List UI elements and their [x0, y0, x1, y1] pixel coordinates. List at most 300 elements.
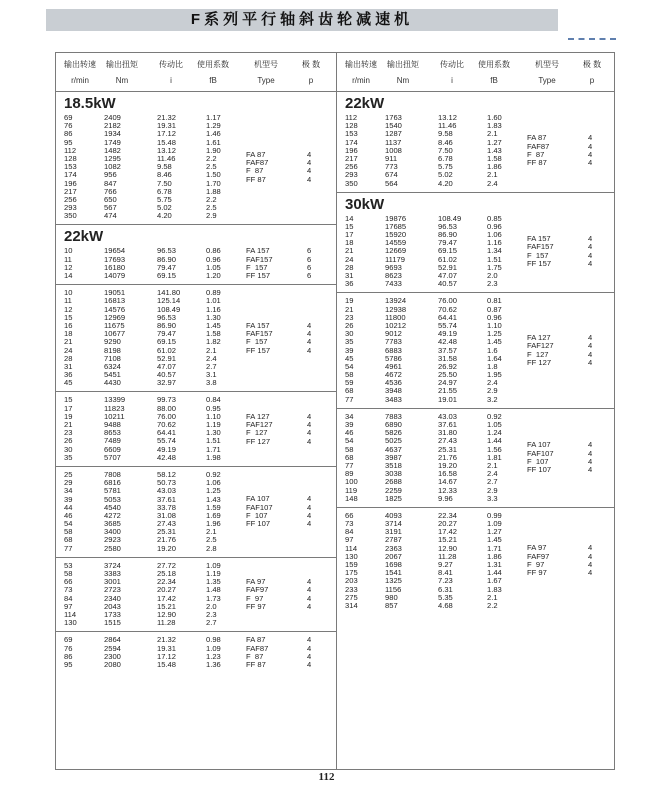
ratio-cell: 69.15: [157, 337, 177, 347]
factor-cell: 0.92: [206, 469, 221, 479]
model-poles: 4: [307, 585, 312, 595]
factor-cell: 1.83: [487, 584, 502, 594]
factor-cell: 2.1: [487, 592, 498, 602]
speed-cell: 148: [345, 493, 358, 503]
speed-cell: 18: [345, 238, 354, 248]
torque-cell: 5053: [104, 494, 121, 504]
ratio-cell: 70.62: [438, 304, 458, 314]
model-poles: 4: [307, 635, 312, 645]
torque-cell: 19654: [104, 246, 126, 256]
factor-cell: 2.9: [487, 386, 498, 396]
factor-cell: 1.64: [487, 353, 502, 363]
model-type: FA 157: [527, 233, 551, 243]
ratio-cell: 19.01: [438, 394, 458, 404]
table-row: [337, 487, 614, 495]
speed-cell: 30: [345, 329, 354, 339]
ratio-cell: 4.20: [438, 178, 453, 188]
torque-cell: 1156: [385, 584, 402, 594]
ratio-cell: 17.12: [157, 651, 177, 661]
factor-cell: 1.98: [206, 452, 221, 462]
model-type: FA 107: [527, 440, 551, 450]
ratio-cell: 27.72: [157, 560, 177, 570]
model-poles: 6: [307, 246, 312, 256]
ratio-cell: 27.43: [438, 436, 458, 446]
factor-cell: 1.73: [206, 593, 221, 603]
table-row: [56, 196, 336, 204]
ratio-cell: 64.41: [157, 428, 177, 438]
torque-cell: 3400: [104, 527, 121, 537]
factor-cell: 2.9: [487, 485, 498, 495]
model-poles: 4: [307, 345, 312, 355]
speed-cell: 66: [64, 577, 73, 587]
factor-cell: 2.7: [206, 618, 217, 628]
model-poles: 4: [307, 157, 312, 167]
table-row: [337, 297, 614, 305]
table-row: [56, 562, 336, 570]
ratio-cell: 40.57: [157, 370, 177, 380]
model-poles: 4: [307, 428, 312, 438]
ratio-cell: 12.33: [438, 485, 458, 495]
table-row: [56, 487, 336, 495]
table-row: [337, 387, 614, 395]
table-row: [337, 586, 614, 594]
model-type: FAF157: [246, 329, 273, 339]
factor-cell: 0.87: [487, 304, 502, 314]
torque-cell: 11800: [385, 312, 406, 322]
torque-cell: 13399: [104, 395, 126, 405]
torque-cell: 1482: [104, 145, 121, 155]
factor-cell: 2.3: [206, 609, 217, 619]
torque-cell: 10677: [104, 329, 126, 339]
unit-speed: r/min: [352, 76, 370, 85]
speed-cell: 68: [345, 452, 354, 462]
ratio-cell: 20.27: [157, 585, 177, 595]
torque-cell: 567: [104, 203, 117, 213]
factor-cell: 1.30: [206, 312, 221, 322]
speed-cell: 59: [345, 378, 354, 388]
torque-cell: 2787: [385, 535, 402, 545]
speed-cell: 45: [64, 378, 73, 388]
torque-cell: 674: [385, 170, 398, 180]
model-poles: 4: [307, 320, 312, 330]
speed-cell: 21: [345, 304, 354, 314]
table-row: [56, 396, 336, 404]
factor-cell: 1.58: [206, 329, 221, 339]
ratio-cell: 4.20: [157, 211, 172, 221]
speed-cell: 66: [345, 510, 354, 520]
ratio-cell: 19.20: [157, 543, 177, 553]
torque-cell: 11823: [104, 403, 125, 413]
ratio-cell: 86.90: [157, 254, 177, 264]
torque-cell: 2182: [104, 121, 121, 131]
factor-cell: 2.1: [487, 129, 498, 139]
factor-cell: 1.45: [206, 320, 221, 330]
factor-cell: 1.8: [487, 361, 498, 371]
ratio-cell: 9.96: [438, 493, 453, 503]
table-row: [337, 280, 614, 288]
factor-cell: 2.0: [487, 271, 498, 280]
model-line: [246, 347, 336, 355]
speed-cell: 45: [345, 353, 354, 363]
torque-cell: 16813: [104, 296, 126, 306]
torque-cell: 14576: [104, 304, 126, 314]
ratio-cell: 96.53: [157, 246, 177, 256]
factor-cell: 0.84: [206, 395, 221, 405]
factor-cell: 1.51: [487, 254, 502, 264]
ratio-cell: 50.73: [157, 478, 177, 488]
table-row: [337, 371, 614, 379]
torque-cell: 2864: [104, 635, 121, 645]
torque-cell: 5451: [104, 370, 121, 380]
ratio-cell: 49.19: [157, 444, 177, 454]
torque-cell: 4272: [104, 510, 121, 520]
factor-cell: 1.36: [206, 659, 221, 669]
speed-cell: 174: [64, 170, 77, 180]
torque-cell: 6324: [104, 361, 121, 371]
table-row: [337, 322, 614, 330]
header-poles: 极 数: [582, 60, 602, 69]
model-type: F 157: [246, 263, 268, 273]
factor-cell: 1.70: [206, 178, 221, 188]
table-row: [56, 528, 336, 536]
model-list: [527, 134, 614, 167]
factor-cell: 0.96: [487, 221, 502, 231]
torque-cell: 17693: [104, 254, 126, 264]
model-type: FAF107: [246, 502, 273, 512]
ratio-cell: 69.15: [438, 246, 458, 256]
table-row: [337, 396, 614, 404]
torque-cell: 10212: [385, 320, 407, 330]
table-row: [337, 577, 614, 585]
torque-cell: 2923: [104, 535, 121, 545]
speed-cell: 69: [64, 113, 73, 122]
model-type: FAF87: [246, 157, 269, 167]
ratio-cell: 43.03: [438, 411, 458, 421]
ratio-cell: 55.74: [438, 320, 458, 330]
speed-cell: 175: [345, 568, 358, 578]
ratio-cell: 33.78: [157, 502, 177, 512]
torque-cell: 7108: [104, 353, 121, 363]
torque-cell: 2688: [385, 477, 402, 487]
power-title: 22kW: [345, 95, 385, 112]
speed-cell: 10: [64, 246, 73, 256]
torque-cell: 650: [104, 194, 117, 204]
factor-cell: 1.10: [206, 411, 221, 421]
torque-cell: 9693: [385, 262, 402, 272]
factor-cell: 2.1: [206, 345, 217, 355]
torque-cell: 1287: [385, 129, 402, 139]
ratio-cell: 79.47: [157, 262, 177, 272]
factor-cell: 1.81: [487, 452, 502, 462]
speed-cell: 114: [345, 543, 358, 553]
speed-cell: 97: [345, 535, 354, 545]
torque-cell: 5781: [104, 486, 121, 496]
speed-cell: 73: [345, 519, 354, 529]
speed-cell: 54: [345, 436, 354, 446]
table-row: [56, 355, 336, 363]
speed-cell: 24: [64, 345, 73, 355]
torque-cell: 564: [385, 178, 398, 188]
factor-cell: 1.59: [206, 502, 221, 512]
torque-cell: 12938: [385, 304, 407, 314]
factor-cell: 1.31: [487, 560, 502, 569]
torque-cell: 1515: [104, 618, 121, 628]
ratio-cell: 11.46: [157, 153, 176, 163]
torque-cell: 9488: [104, 420, 121, 429]
factor-cell: 1.10: [487, 320, 502, 330]
speed-cell: 58: [64, 569, 73, 578]
rating-block: [337, 92, 614, 193]
rating-block: [337, 293, 614, 408]
model-type: FA 157: [246, 246, 270, 256]
torque-cell: 2043: [104, 601, 121, 611]
factor-cell: 1.90: [206, 145, 221, 155]
factor-cell: 1.16: [206, 304, 221, 314]
factor-cell: 3.3: [487, 493, 498, 503]
torque-cell: 1082: [104, 162, 121, 172]
ratio-cell: 86.90: [438, 230, 458, 240]
factor-cell: 1.17: [206, 113, 221, 122]
ratio-cell: 21.76: [157, 535, 177, 545]
torque-cell: 8198: [104, 345, 121, 355]
speed-cell: 69: [64, 635, 73, 645]
factor-cell: 1.71: [206, 444, 221, 454]
unit-factor: fB: [209, 76, 217, 85]
model-poles: 4: [588, 242, 593, 252]
model-type: FF 127: [246, 436, 271, 446]
speed-cell: 39: [64, 494, 73, 504]
ratio-cell: 16.58: [438, 469, 458, 479]
factor-cell: 2.7: [487, 477, 498, 487]
torque-cell: 2409: [104, 113, 121, 122]
factor-cell: 0.85: [487, 213, 502, 223]
table-row: [337, 215, 614, 223]
model-poles: 4: [588, 141, 593, 151]
model-type: FA 127: [246, 411, 270, 421]
rating-block: [337, 409, 614, 508]
table-row: [337, 495, 614, 503]
speed-cell: 112: [345, 113, 358, 122]
model-poles: 4: [307, 510, 312, 520]
table-row: [337, 379, 614, 387]
model-type: FF 87: [246, 660, 266, 670]
unit-speed: r/min: [71, 76, 89, 85]
speed-cell: 86: [64, 651, 73, 661]
table-row: [337, 180, 614, 188]
torque-cell: 2594: [104, 643, 121, 653]
table-row: [56, 545, 336, 553]
model-type: FAF87: [246, 643, 269, 653]
model-poles: 4: [307, 494, 312, 504]
torque-cell: 1698: [385, 560, 402, 569]
factor-cell: 2.1: [206, 527, 217, 537]
factor-cell: 1.09: [206, 560, 221, 570]
speed-cell: 54: [345, 361, 354, 371]
model-list: [527, 235, 614, 268]
factor-cell: 1.30: [206, 428, 221, 438]
model-poles: 4: [588, 560, 593, 570]
ratio-cell: 52.91: [157, 353, 177, 363]
model-line: [246, 661, 336, 669]
ratio-cell: 5.02: [438, 170, 453, 180]
factor-cell: 1.56: [487, 444, 502, 454]
model-poles: 4: [307, 166, 312, 176]
ratio-cell: 15.21: [438, 535, 458, 545]
ratio-cell: 99.73: [157, 395, 177, 405]
speed-cell: 174: [345, 137, 358, 147]
model-poles: 4: [588, 448, 593, 458]
torque-cell: 773: [385, 162, 398, 172]
factor-cell: 1.20: [206, 271, 221, 280]
ratio-cell: 15.48: [157, 659, 177, 669]
model-type: FF 107: [246, 519, 271, 529]
speed-cell: 12: [64, 304, 73, 314]
ratio-cell: 4.68: [438, 600, 453, 610]
table-row: [56, 139, 336, 147]
speed-cell: 18: [64, 329, 73, 339]
model-poles: 6: [307, 263, 312, 273]
table-row: [337, 122, 614, 130]
model-type: FA 97: [527, 543, 547, 553]
header-model: 机型号: [254, 60, 278, 69]
model-type: FAF157: [527, 242, 554, 252]
speed-cell: 39: [345, 345, 354, 355]
torque-cell: 3001: [104, 577, 121, 587]
factor-cell: 0.96: [487, 312, 502, 322]
table-row: [337, 314, 614, 322]
torque-cell: 3383: [104, 569, 121, 578]
torque-cell: 857: [385, 600, 398, 610]
speed-cell: 58: [64, 527, 73, 537]
model-poles: 4: [307, 519, 312, 529]
ratio-cell: 55.74: [157, 436, 177, 446]
speed-cell: 11: [64, 296, 72, 306]
torque-cell: 12669: [385, 246, 407, 256]
torque-cell: 4093: [385, 510, 402, 520]
ratio-cell: 8.41: [438, 568, 453, 578]
speed-cell: 217: [345, 153, 358, 163]
factor-cell: 1.09: [206, 643, 221, 653]
ratio-cell: 96.53: [438, 221, 458, 231]
model-type: FAF97: [246, 585, 269, 595]
model-type: FAF157: [246, 254, 273, 264]
factor-cell: 3.1: [206, 370, 217, 380]
factor-cell: 2.3: [487, 279, 498, 289]
model-list: [246, 247, 336, 280]
factor-cell: 1.43: [487, 145, 502, 155]
ratio-cell: 31.08: [157, 510, 177, 520]
ratio-cell: 7.50: [157, 178, 172, 188]
model-type: F 87: [527, 149, 545, 159]
speed-cell: 76: [64, 121, 73, 131]
model-type: F 107: [527, 456, 549, 466]
speed-cell: 10: [64, 288, 73, 298]
factor-cell: 1.27: [487, 137, 502, 147]
torque-cell: 7433: [385, 279, 402, 289]
torque-cell: 8653: [104, 428, 121, 438]
power-title: 18.5kW: [64, 95, 116, 112]
factor-cell: 1.46: [206, 129, 221, 139]
table-row: [337, 272, 614, 280]
torque-cell: 1541: [385, 568, 402, 578]
table-row: [56, 306, 336, 314]
header-speed: 输出转速: [64, 60, 96, 69]
model-type: FF 127: [527, 357, 552, 367]
model-type: FA 107: [246, 494, 270, 504]
torque-cell: 16180: [104, 262, 126, 272]
torque-cell: 7489: [104, 436, 121, 446]
factor-cell: 1.23: [206, 651, 221, 661]
speed-cell: 76: [64, 643, 73, 653]
ratio-cell: 15.21: [157, 601, 177, 611]
speed-cell: 84: [345, 527, 354, 537]
factor-cell: 1.58: [487, 153, 502, 163]
factor-cell: 1.19: [206, 420, 221, 429]
unit-torque: Nm: [396, 76, 410, 85]
table-row: [56, 371, 336, 379]
ratio-cell: 76.00: [157, 411, 177, 421]
ratio-cell: 49.19: [438, 329, 458, 339]
speed-cell: 233: [345, 584, 358, 594]
model-line: [246, 176, 336, 184]
ratio-cell: 5.35: [438, 592, 453, 602]
model-poles: 4: [307, 643, 312, 653]
torque-cell: 3518: [385, 460, 402, 470]
ratio-cell: 14.67: [438, 477, 458, 487]
model-poles: 6: [307, 271, 312, 281]
header-torque: 输出扭矩: [387, 60, 419, 69]
model-type: FAF97: [527, 551, 550, 561]
factor-cell: 1.35: [206, 577, 221, 587]
speed-cell: 30: [64, 444, 73, 454]
model-poles: 4: [307, 174, 312, 184]
ratio-cell: 86.90: [157, 320, 177, 330]
speed-cell: 128: [64, 153, 77, 163]
speed-cell: 350: [64, 211, 77, 221]
factor-cell: 1.29: [206, 121, 221, 131]
speed-cell: 112: [64, 145, 77, 155]
speed-cell: 256: [64, 194, 77, 204]
torque-cell: 13924: [385, 296, 407, 306]
speed-cell: 35: [345, 337, 354, 347]
factor-cell: 1.44: [487, 436, 502, 446]
ratio-cell: 88.00: [157, 403, 177, 413]
speed-cell: 153: [64, 162, 77, 172]
table-row: [56, 611, 336, 619]
ratio-cell: 24.97: [438, 378, 458, 388]
table-row: [56, 405, 336, 413]
ratio-cell: 37.61: [438, 420, 458, 429]
speed-cell: 36: [64, 370, 73, 380]
model-line: [246, 272, 336, 280]
table-row: [56, 379, 336, 387]
speed-cell: 34: [64, 486, 73, 496]
header-factor: 使用系数: [478, 60, 510, 69]
speed-cell: 86: [64, 129, 73, 139]
ratio-cell: 12.90: [157, 609, 177, 619]
ratio-cell: 69.15: [157, 271, 177, 280]
ratio-cell: 42.48: [157, 452, 177, 462]
model-list: [246, 413, 336, 446]
table-row: [337, 478, 614, 486]
table-row: [337, 429, 614, 437]
model-type: FF 97: [246, 601, 266, 611]
model-type: FF 87: [246, 174, 266, 184]
factor-cell: 1.88: [206, 186, 221, 196]
left-header: [56, 53, 336, 92]
table-row: [56, 297, 336, 305]
ratio-cell: 37.57: [438, 345, 458, 355]
